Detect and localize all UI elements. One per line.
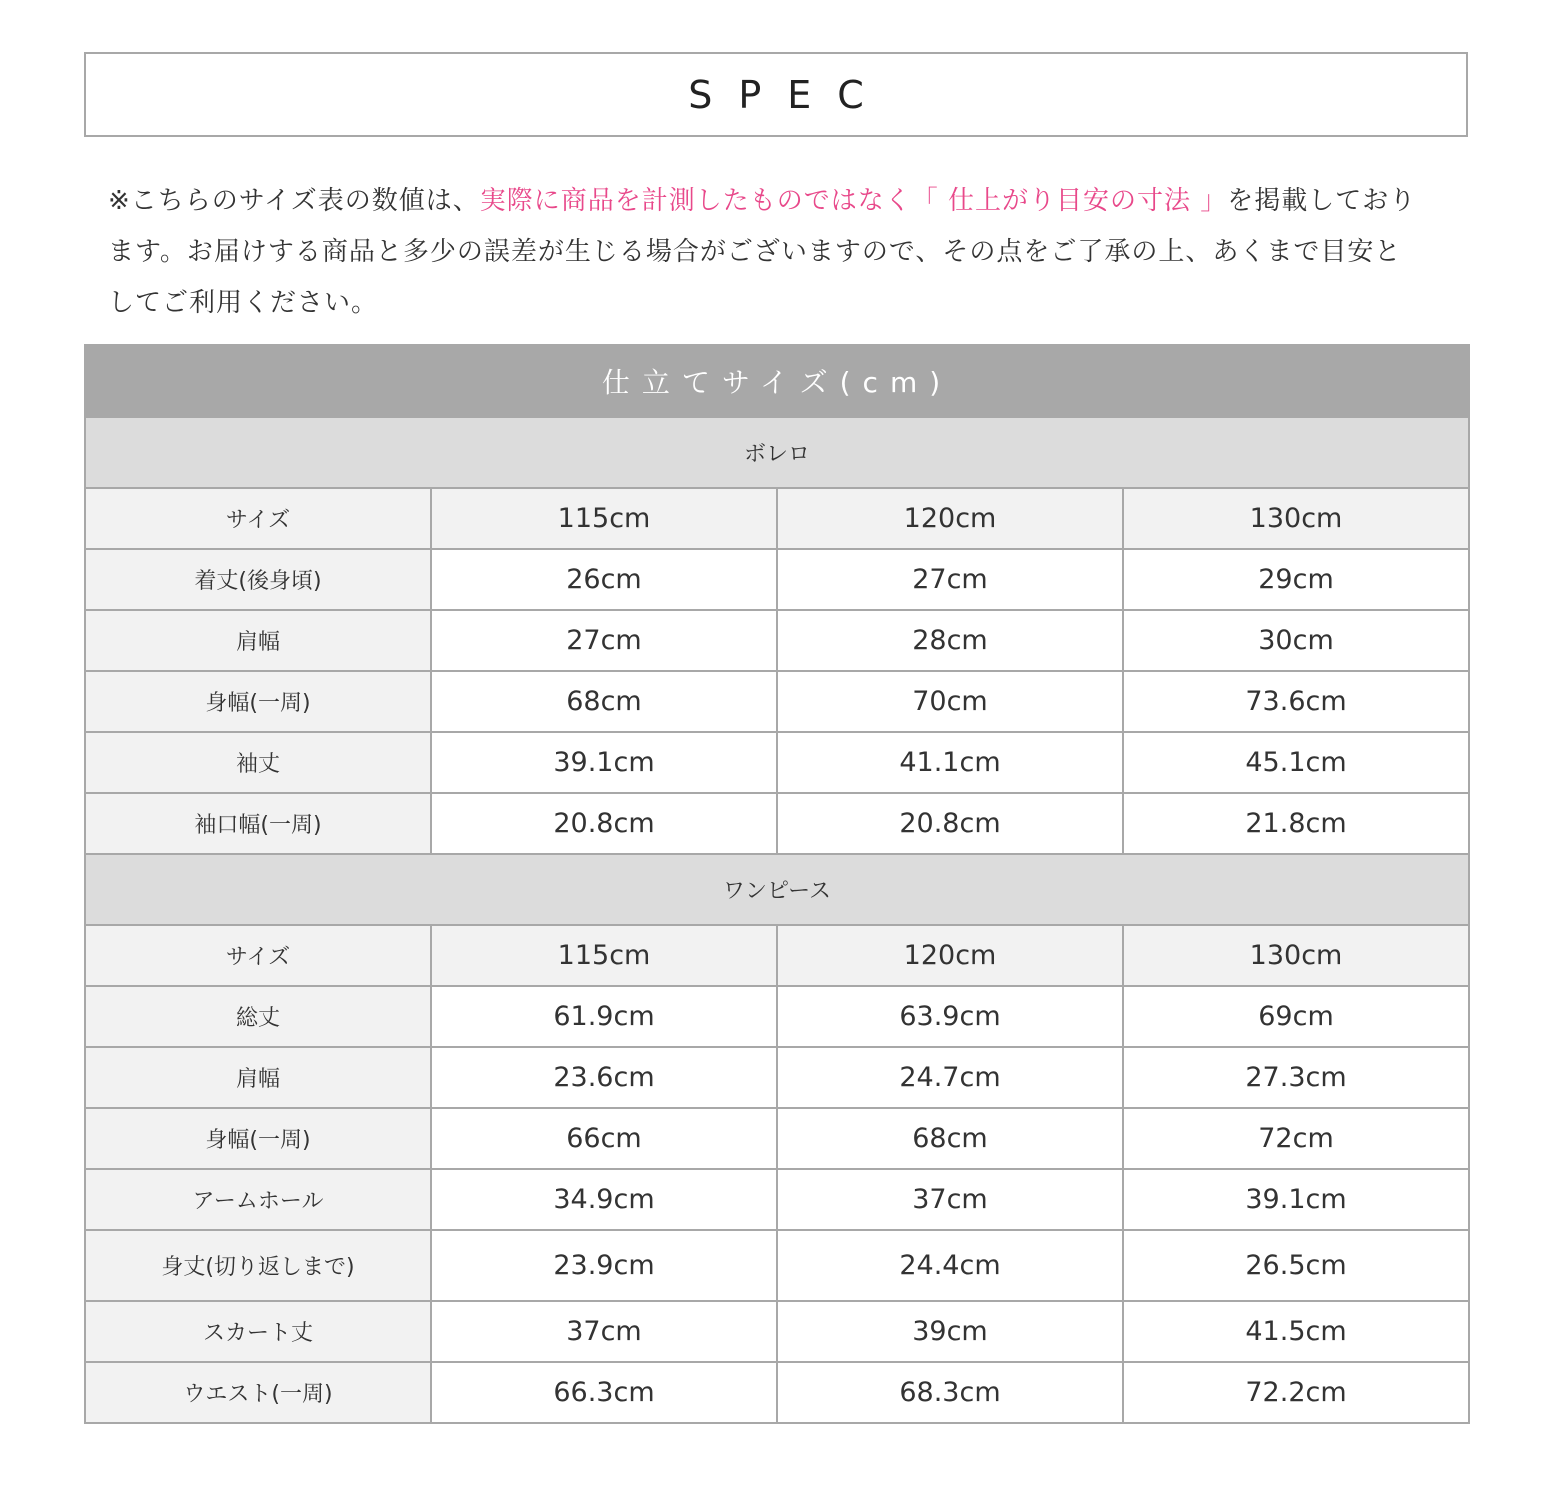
table-cell: 28cm <box>777 610 1123 671</box>
table-row <box>85 925 1469 986</box>
spec-title: SPEC <box>688 72 890 117</box>
table-cell: 63.9cm <box>777 986 1123 1047</box>
table-cell: 68cm <box>777 1108 1123 1169</box>
row-label: ウエスト(一周) <box>85 1362 431 1423</box>
table-cell: 115cm <box>431 925 777 986</box>
row-label: 着丈(後身頃) <box>85 549 431 610</box>
table-cell: 26.5cm <box>1123 1230 1469 1301</box>
row-label: 総丈 <box>85 986 431 1047</box>
table-cell: 73.6cm <box>1123 671 1469 732</box>
row-label: 身幅(一周) <box>85 1108 431 1169</box>
table-cell: 24.7cm <box>777 1047 1123 1108</box>
table-cell: 34.9cm <box>431 1169 777 1230</box>
notice-highlight: 実際に商品を計測したものではなく「 仕上がり目安の寸法 」 <box>479 186 1228 216</box>
row-label: アームホール <box>85 1169 431 1230</box>
table-row <box>85 1169 1469 1230</box>
table-cell: 69cm <box>1123 986 1469 1047</box>
table-row <box>85 610 1469 671</box>
table-cell: 45.1cm <box>1123 732 1469 793</box>
table-cell: 20.8cm <box>431 793 777 854</box>
table-cell: 39.1cm <box>1123 1169 1469 1230</box>
table-row <box>85 671 1469 732</box>
table-cell: 72.2cm <box>1123 1362 1469 1423</box>
row-label: 肩幅 <box>85 1047 431 1108</box>
row-label: 肩幅 <box>85 610 431 671</box>
table-row <box>85 549 1469 610</box>
table-cell: 21.8cm <box>1123 793 1469 854</box>
row-label: サイズ <box>85 925 431 986</box>
table-cell: 66cm <box>431 1108 777 1169</box>
size-notice <box>108 176 1428 329</box>
table-row <box>85 1362 1469 1423</box>
row-label: スカート丈 <box>85 1301 431 1362</box>
section-header-row <box>85 854 1469 925</box>
table-cell: 27.3cm <box>1123 1047 1469 1108</box>
row-label: 身幅(一周) <box>85 671 431 732</box>
row-label: 身丈(切り返しまで) <box>85 1230 431 1301</box>
table-cell: 66.3cm <box>431 1362 777 1423</box>
table-cell: 29cm <box>1123 549 1469 610</box>
section-title: ボレロ <box>85 417 1469 488</box>
section-title: ワンピース <box>85 854 1469 925</box>
table-row <box>85 1301 1469 1362</box>
table-cell: 30cm <box>1123 610 1469 671</box>
table-cell: 120cm <box>777 488 1123 549</box>
table-row <box>85 1230 1469 1301</box>
table-cell: 68cm <box>431 671 777 732</box>
section-header-row <box>85 417 1469 488</box>
notice-text-1: ※こちらのサイズ表の数値は、 <box>108 186 480 216</box>
table-header: 仕立てサイズ(cm) <box>85 345 1469 417</box>
table-cell: 61.9cm <box>431 986 777 1047</box>
table-cell: 27cm <box>431 610 777 671</box>
table-cell: 20.8cm <box>777 793 1123 854</box>
row-label: 袖丈 <box>85 732 431 793</box>
table-cell: 120cm <box>777 925 1123 986</box>
table-row <box>85 1108 1469 1169</box>
table-cell: 68.3cm <box>777 1362 1123 1423</box>
table-row <box>85 732 1469 793</box>
row-label: サイズ <box>85 488 431 549</box>
spec-title-box <box>84 52 1468 137</box>
row-label: 袖口幅(一周) <box>85 793 431 854</box>
table-row <box>85 986 1469 1047</box>
notice-text-2: を掲載しております。お届けする商品と多少の誤差が生じる場合がございますので、その点をご了承の上、あくまで目安としてご利用ください。 <box>108 186 1417 318</box>
table-row <box>85 793 1469 854</box>
table-cell: 41.1cm <box>777 732 1123 793</box>
size-table <box>84 344 1470 1424</box>
table-cell: 23.6cm <box>431 1047 777 1108</box>
table-cell: 39cm <box>777 1301 1123 1362</box>
table-cell: 130cm <box>1123 488 1469 549</box>
table-row <box>85 1047 1469 1108</box>
table-cell: 23.9cm <box>431 1230 777 1301</box>
table-cell: 115cm <box>431 488 777 549</box>
table-cell: 130cm <box>1123 925 1469 986</box>
table-cell: 24.4cm <box>777 1230 1123 1301</box>
table-cell: 37cm <box>777 1169 1123 1230</box>
table-cell: 72cm <box>1123 1108 1469 1169</box>
table-cell: 26cm <box>431 549 777 610</box>
table-cell: 70cm <box>777 671 1123 732</box>
table-cell: 27cm <box>777 549 1123 610</box>
table-cell: 41.5cm <box>1123 1301 1469 1362</box>
table-cell: 39.1cm <box>431 732 777 793</box>
table-header-row <box>85 345 1469 417</box>
table-row <box>85 488 1469 549</box>
table-cell: 37cm <box>431 1301 777 1362</box>
